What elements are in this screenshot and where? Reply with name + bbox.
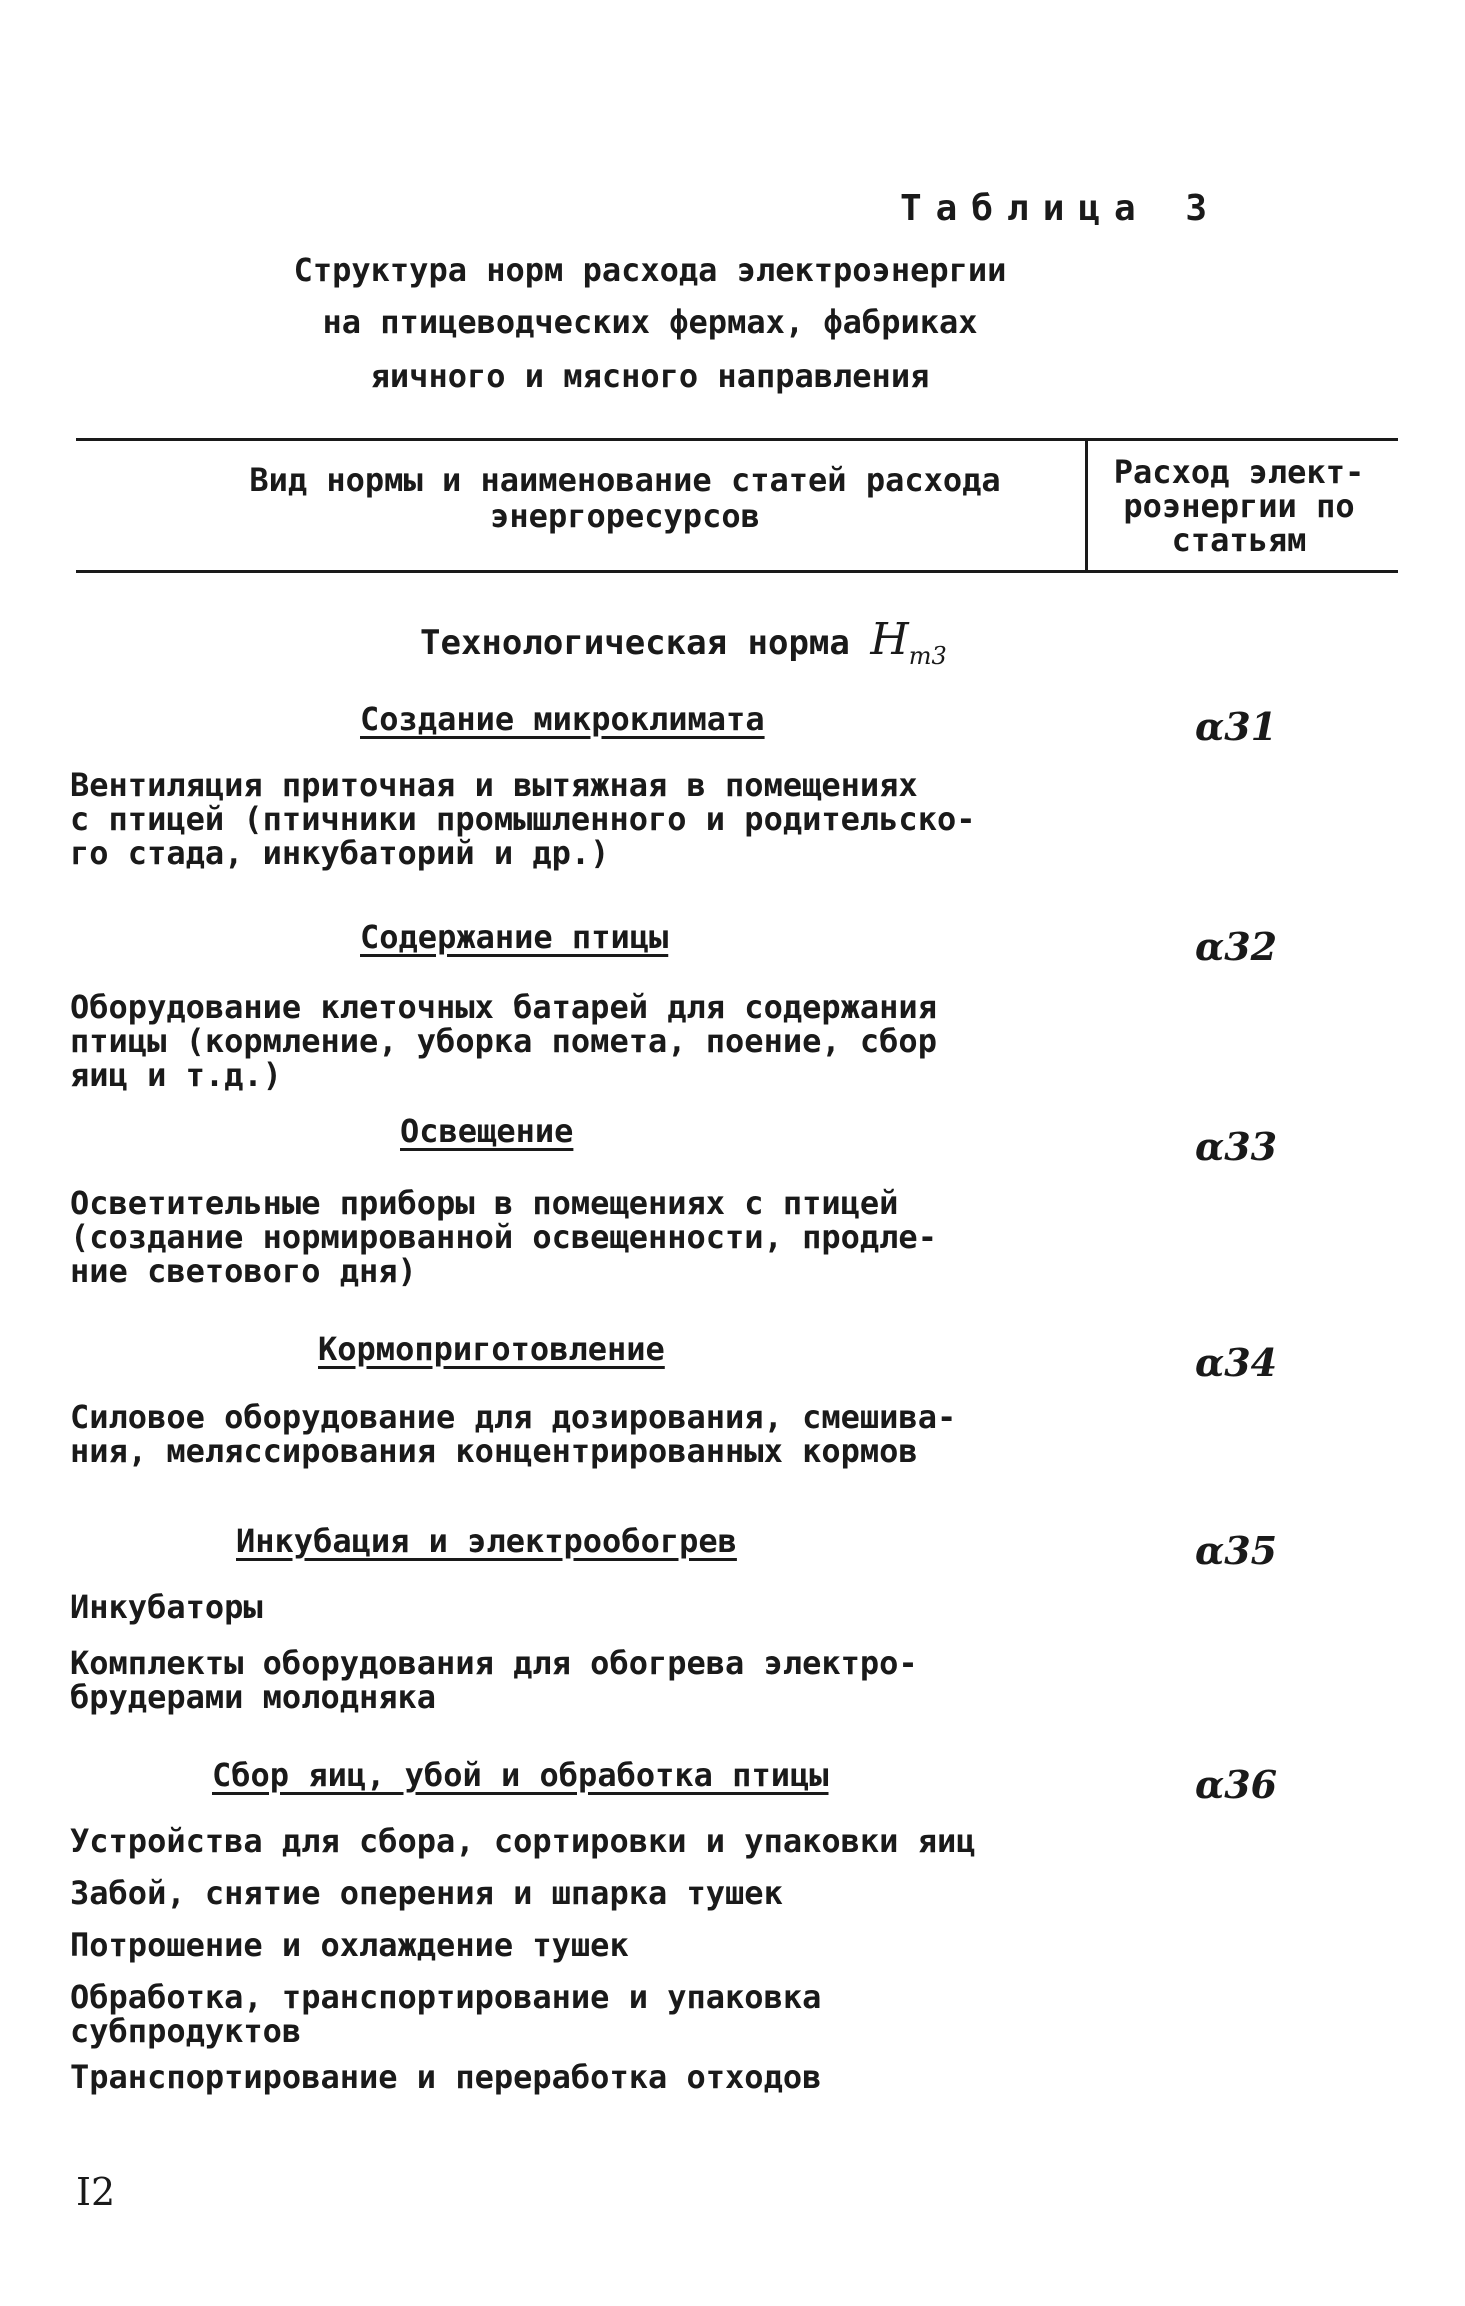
section-item: Осветительные приборы в помещениях с птицей (создание нормированной освещенности, продле- ние светового дня) (70, 1184, 937, 1290)
section-code: α35 (1195, 1528, 1278, 1573)
section-title: Создание микроклимата (360, 700, 765, 738)
header-left-cell: Вид нормы и наименование статей расхода энергоресурсов (249, 461, 1001, 535)
section-code: α34 (1195, 1340, 1278, 1385)
title-line-1: Структура норм расхода электроэнергии (293, 251, 1007, 289)
section-code: α36 (1195, 1762, 1278, 1807)
section-item: Силовое оборудование для дозирования, смешива- ния, мелясcирования концентрированных кормов (70, 1398, 957, 1470)
norm-symbol: Н (870, 614, 909, 665)
section-item: Вентиляция приточная и вытяжная в помещениях с птицей (птичники промышленного и родительско- го стада, инкубаторий и др.) (70, 766, 976, 872)
section-item: Потрошение и охлаждение тушек (70, 1926, 629, 1964)
norm-subscript: т3 (908, 642, 947, 670)
table-header-bottom-rule (76, 570, 1398, 573)
norm-heading (420, 614, 947, 670)
table-top-rule (76, 438, 1398, 441)
section-item: Забой, снятие оперения и шпарка тушек (70, 1874, 783, 1912)
section-code: α31 (1195, 704, 1278, 749)
section-title: Кормоприготовление (318, 1330, 665, 1368)
section-code: α32 (1195, 924, 1278, 969)
section-item: Устройства для сбора, сортировки и упаковки яиц (70, 1822, 976, 1860)
table-label: Таблица 3 (900, 188, 1222, 229)
title-line-2: на птицеводческих фермах, фабриках (322, 303, 978, 341)
section-item: Транспортирование и переработка отходов (70, 2058, 822, 2096)
section-title: Освещение (400, 1112, 574, 1150)
header-column-divider (1085, 440, 1088, 570)
header-right-cell: Расход элект-роэнергии по статьям (1113, 453, 1365, 559)
section-item: Оборудование клеточных батарей для содержания птицы (кормление, уборка помета, поение, сбор яиц и т.д.) (70, 988, 937, 1094)
page-number: I2 (76, 2170, 116, 2214)
norm-label: Технологическая норма (420, 623, 850, 663)
title-line-3: яичного и мясного направления (370, 357, 930, 395)
section-title: Инкубация и электрообогрев (236, 1522, 737, 1560)
section-item: Обработка, транспортирование и упаковка субпродуктов (70, 1978, 822, 2050)
section-item: Комплекты оборудования для обогрева электро- брудерами молодняка (70, 1644, 918, 1716)
section-title: Сбор яиц, убой и обработка птицы (212, 1756, 829, 1794)
section-title: Содержание птицы (360, 918, 669, 956)
section-item: Инкубаторы (70, 1588, 263, 1626)
section-code: α33 (1195, 1124, 1278, 1169)
